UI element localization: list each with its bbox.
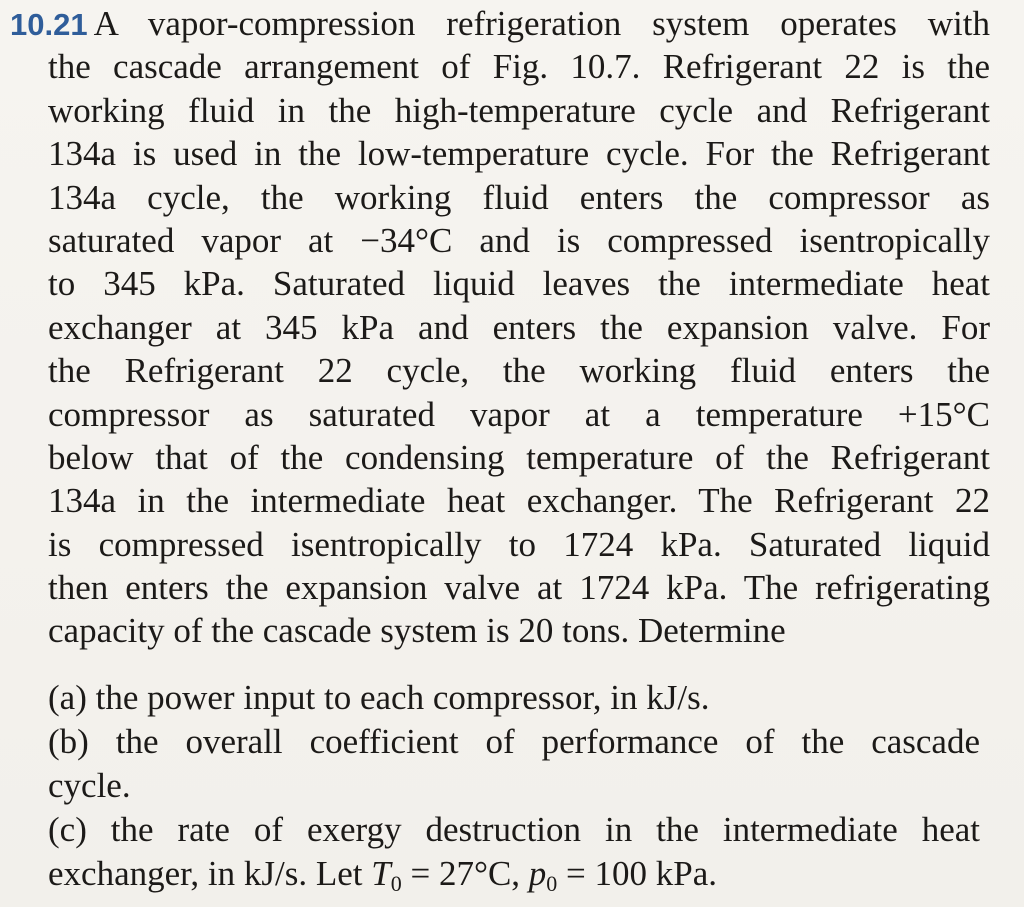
problem-line-7 xyxy=(10,262,990,305)
problem-statement xyxy=(10,2,990,653)
problem-line-6 xyxy=(10,219,990,262)
part-c-line-1 xyxy=(48,808,980,852)
problem-text-line: is compressed isentropically to 1724 kPa. Saturated liquid xyxy=(48,524,990,564)
problem-line-11 xyxy=(10,436,990,479)
problem-text-line: working fluid in the high-temperature cycle and Refrigerant xyxy=(48,90,990,130)
subscript-zero: 0 xyxy=(546,871,558,896)
problem-text-line: A vapor-compression refrigeration system operates with xyxy=(93,4,990,43)
dead-state-pressure-value: = 100 kPa. xyxy=(557,854,718,893)
part-c-text-cont: exchanger, in kJ/s. Let xyxy=(48,854,372,893)
problem-text-line: the Refrigerant 22 cycle, the working fluid enters the xyxy=(48,351,990,391)
part-b-line-1 xyxy=(48,720,980,764)
part-c-line-2 xyxy=(48,852,980,896)
problem-line-14 xyxy=(10,566,990,609)
problem-line-12 xyxy=(10,479,990,522)
part-b-text: (b) the overall coefficient of performance of the cascade xyxy=(48,722,980,761)
problem-text-line: 134a cycle, the working fluid enters the compressor as xyxy=(48,177,990,217)
problem-line-2 xyxy=(10,45,990,88)
problem-text-line: then enters the expansion valve at 1724 kPa. The refrigerating xyxy=(48,568,990,608)
subscript-zero: 0 xyxy=(390,871,402,896)
problem-text-line: compressor as saturated vapor at a temperature +15°C xyxy=(48,394,990,434)
dead-state-pressure-symbol: p xyxy=(528,854,547,893)
problem-text-line: 134a is used in the low-temperature cycle. For the Refrigerant xyxy=(48,134,990,174)
problem-text-line: to 345 kPa. Saturated liquid leaves the intermediate heat xyxy=(48,264,990,304)
problem-number: 10.21 xyxy=(10,7,88,42)
problem-text-line: 134a in the intermediate heat exchanger. The Refrigerant 22 xyxy=(48,481,990,521)
problem-parts xyxy=(48,676,980,896)
problem-text-line: below that of the condensing temperature of the Refrigerant xyxy=(48,437,990,477)
problem-text-line: capacity of the cascade system is 20 tons. Determine xyxy=(48,611,786,651)
problem-line-5 xyxy=(10,176,990,219)
problem-line-10 xyxy=(10,393,990,436)
part-a-text: (a) the power input to each compressor, in kJ/s. xyxy=(48,678,710,717)
problem-text-line: the cascade arrangement of Fig. 10.7. Refrigerant 22 is the xyxy=(48,47,990,87)
problem-line-9 xyxy=(10,349,990,392)
problem-line-8 xyxy=(10,306,990,349)
problem-line-15 xyxy=(10,609,990,652)
part-b-line-2 xyxy=(48,764,980,808)
problem-line-3 xyxy=(10,89,990,132)
dead-state-temperature-symbol: T xyxy=(371,854,391,893)
part-b-text-cont: cycle. xyxy=(48,766,131,805)
problem-line-4 xyxy=(10,132,990,175)
problem-text-line: exchanger at 345 kPa and enters the expansion valve. For xyxy=(48,307,990,347)
dead-state-temperature-value: = 27°C, xyxy=(401,854,529,893)
part-c-text: (c) the rate of exergy destruction in the intermediate heat xyxy=(48,810,980,849)
problem-line-13 xyxy=(10,523,990,566)
problem-text-line: saturated vapor at −34°C and is compressed isentropically xyxy=(48,220,990,260)
part-a xyxy=(48,676,980,720)
problem-line-1 xyxy=(10,2,990,45)
